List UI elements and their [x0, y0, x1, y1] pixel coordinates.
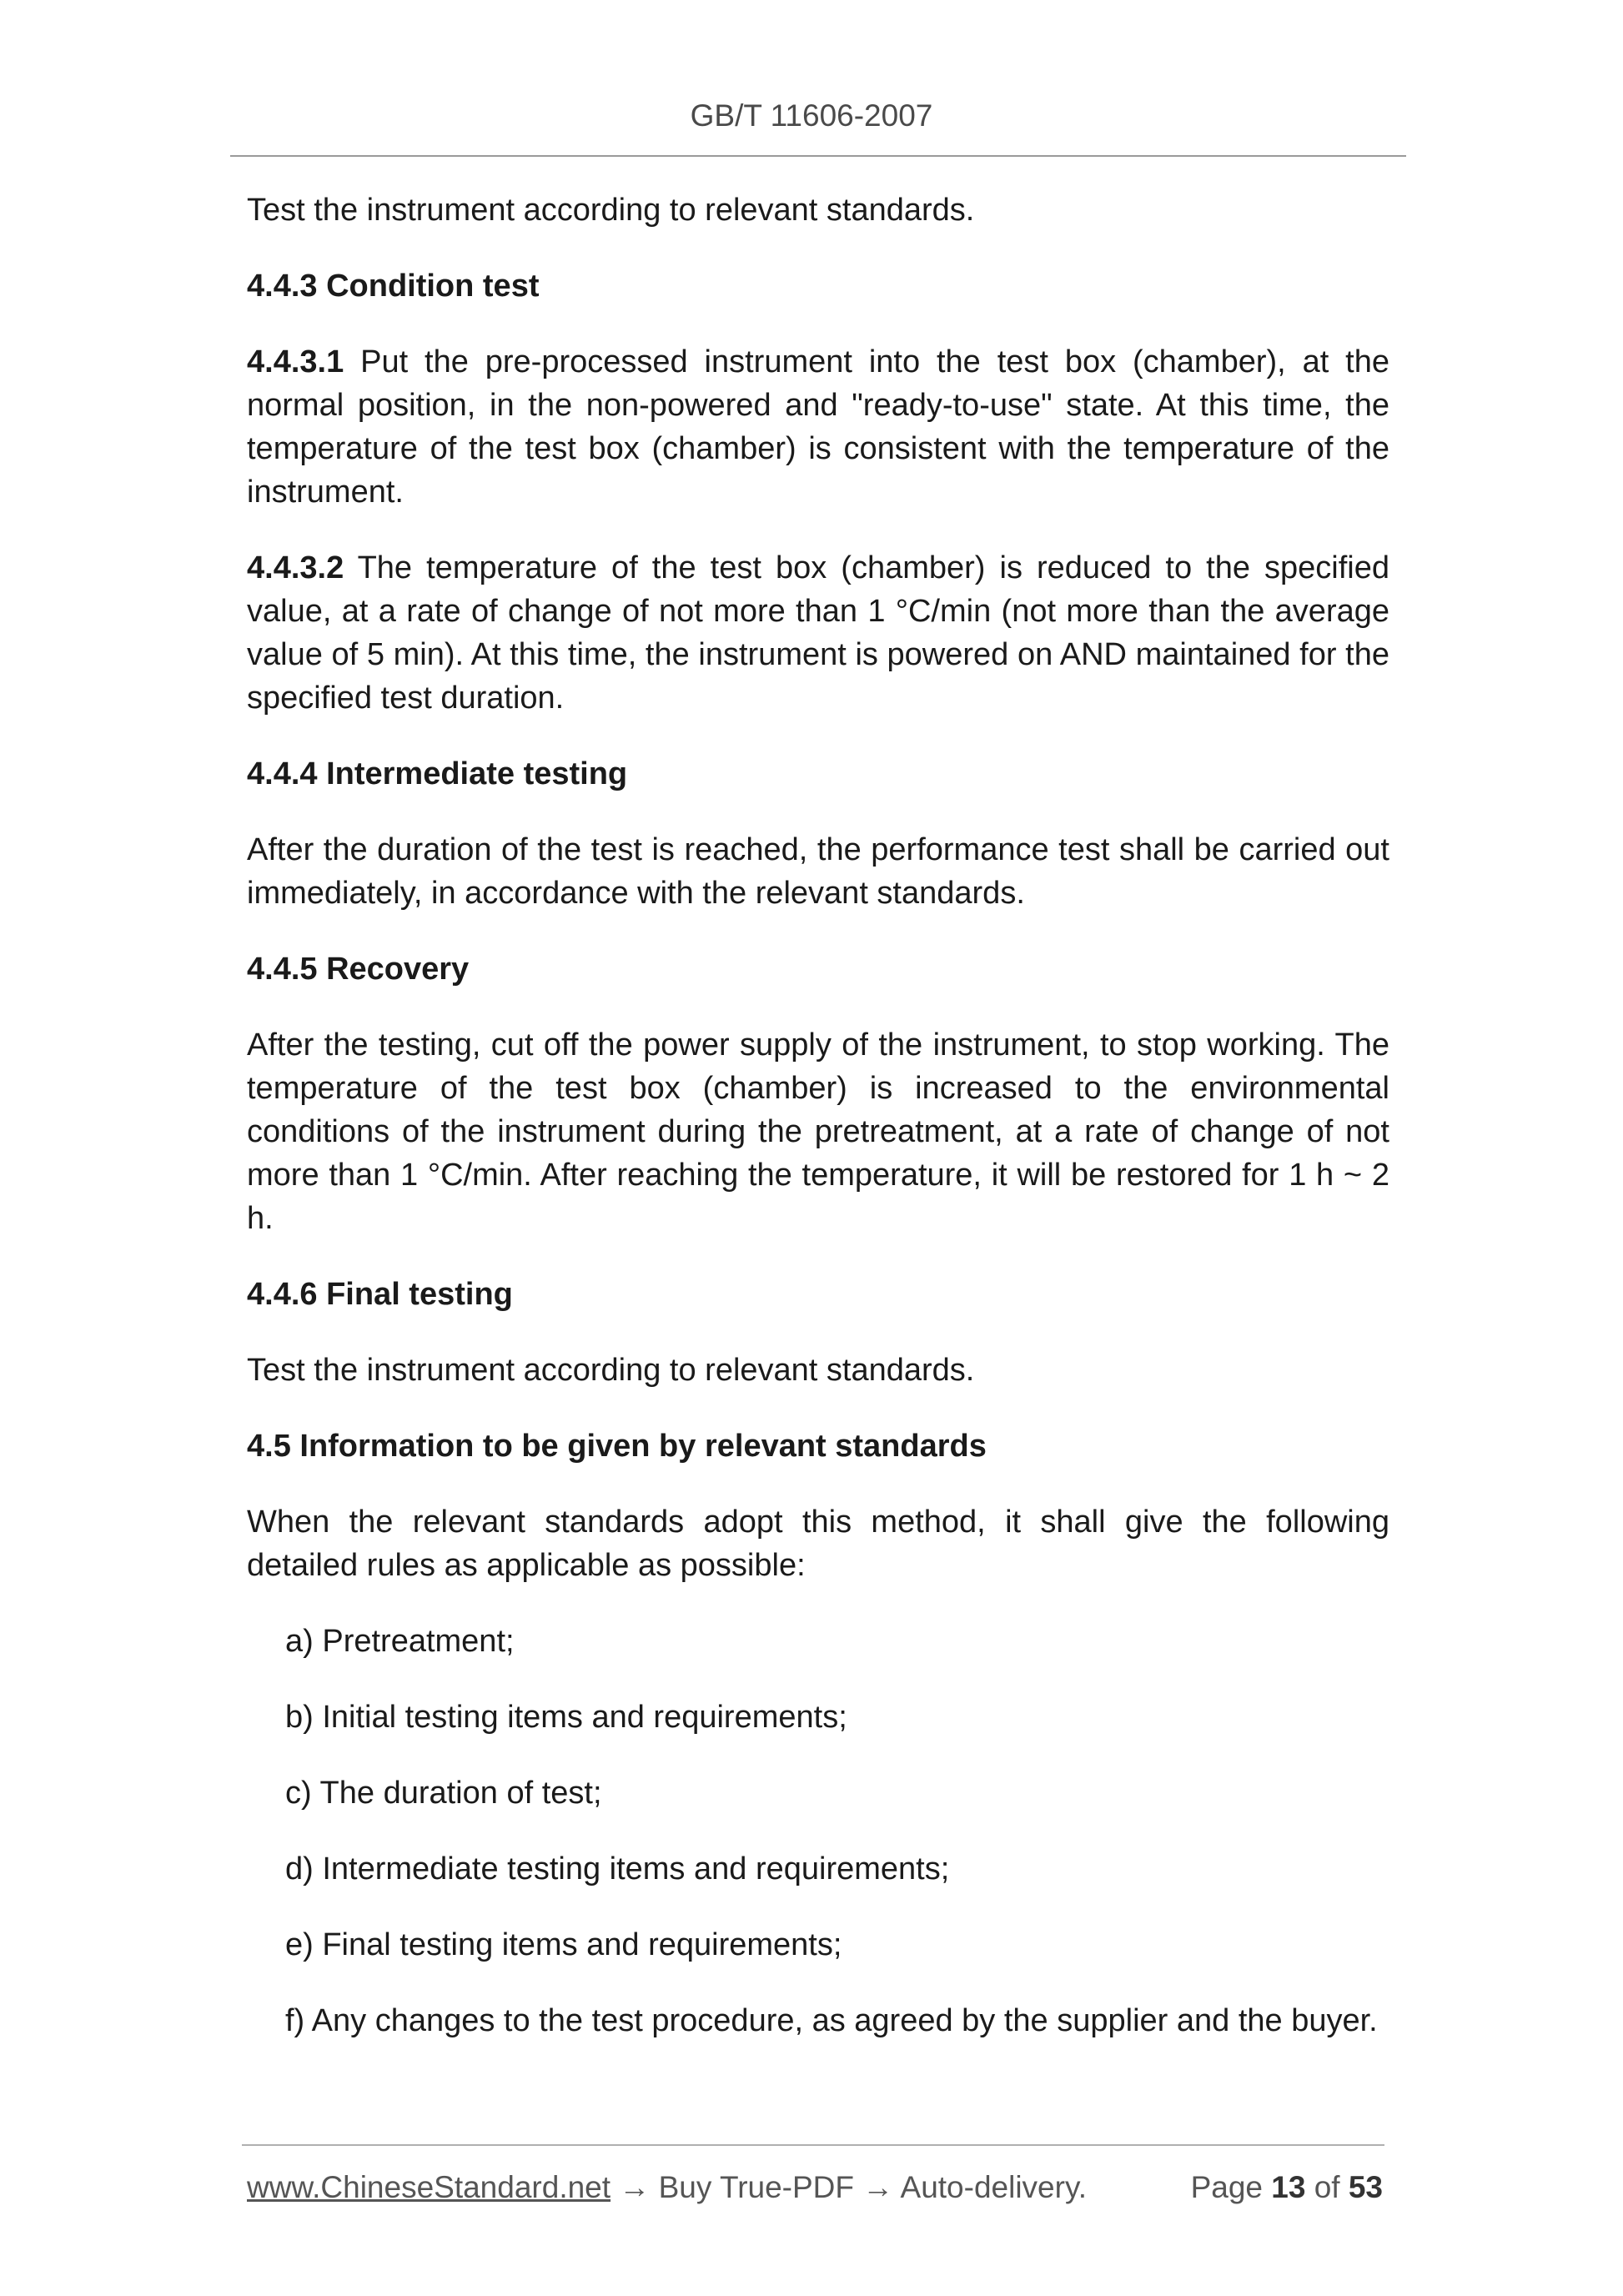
header-divider: [230, 155, 1406, 157]
paragraph-4-4-3-2: [247, 546, 1389, 720]
list-item: b) Initial testing items and requirements;: [285, 1700, 847, 1735]
document-body: [247, 188, 1389, 2075]
clause-text: Put the pre-processed instrument into the test box (chamber), at the normal position, in the non-powered and "ready-to-use" state. At this time, the temperature of the test box (chamber) is consistent with the temperature of the instrument.: [247, 344, 1389, 510]
list-item: a) Pretreatment;: [285, 1624, 515, 1659]
clause-number: 4.4.3.2: [247, 550, 344, 585]
heading-4-5: 4.5 Information to be given by relevant standards: [247, 1429, 987, 1464]
page-total: 53: [1348, 2170, 1383, 2204]
heading-4-4-3: 4.4.3 Condition test: [247, 269, 540, 304]
page-footer: [247, 2167, 1383, 2208]
list-item: c) The duration of test;: [285, 1776, 602, 1811]
paragraph-4-4-3-1: [247, 340, 1389, 514]
page-label: Page: [1190, 2170, 1263, 2204]
chinesestandard-link[interactable]: www.ChineseStandard.net: [247, 2170, 611, 2204]
list-item: f) Any changes to the test procedure, as agreed by the supplier and the buyer.: [285, 2003, 1378, 2038]
heading-4-4-5: 4.4.5 Recovery: [247, 952, 470, 987]
list-item: d) Intermediate testing items and requirements;: [285, 1851, 950, 1887]
paragraph-4-4-5: After the testing, cut off the power supply of the instrument, to stop working. The temperature of the test box (chamber) is increased to the environmental conditions of the instrument during the pretreatment, at a rate of change of not more than 1 °C/min. After reaching the temperature, it will be restored for 1 h ~ 2 h.: [247, 1027, 1389, 1236]
page-of-label: of: [1314, 2170, 1340, 2204]
paragraph-4-4-4: After the duration of the test is reached, the performance test shall be carried out immediately, in accordance with the relevant standards.: [247, 832, 1389, 911]
paragraph-4-4-6: Test the instrument according to relevant standards.: [247, 1353, 975, 1388]
page-indicator: [1191, 2167, 1383, 2208]
requirements-list: [247, 1620, 1389, 2042]
footer-promo-text: → Buy True-PDF → Auto-delivery.: [611, 2170, 1087, 2204]
paragraph-4-5: When the relevant standards adopt this method, it shall give the following detailed rules as applicable as possible:: [247, 1505, 1389, 1583]
clause-number: 4.4.3.1: [247, 344, 344, 379]
heading-4-4-4: 4.4.4 Intermediate testing: [247, 756, 628, 791]
page-header-title: GB/T 11606-2007: [690, 98, 933, 133]
clause-text: The temperature of the test box (chamber) is reduced to the specified value, at a rate of change of not more than 1 °C/min (not more than the average value of 5 min). At this time, the instrument is powered on AND maintained for the specified test duration.: [247, 550, 1389, 716]
footer-divider: [242, 2144, 1384, 2146]
heading-4-4-6: 4.4.6 Final testing: [247, 1277, 513, 1312]
paragraph-initial-testing: Test the instrument according to relevant standards.: [247, 193, 975, 228]
page-current: 13: [1271, 2170, 1306, 2204]
list-item: e) Final testing items and requirements;: [285, 1927, 842, 1962]
